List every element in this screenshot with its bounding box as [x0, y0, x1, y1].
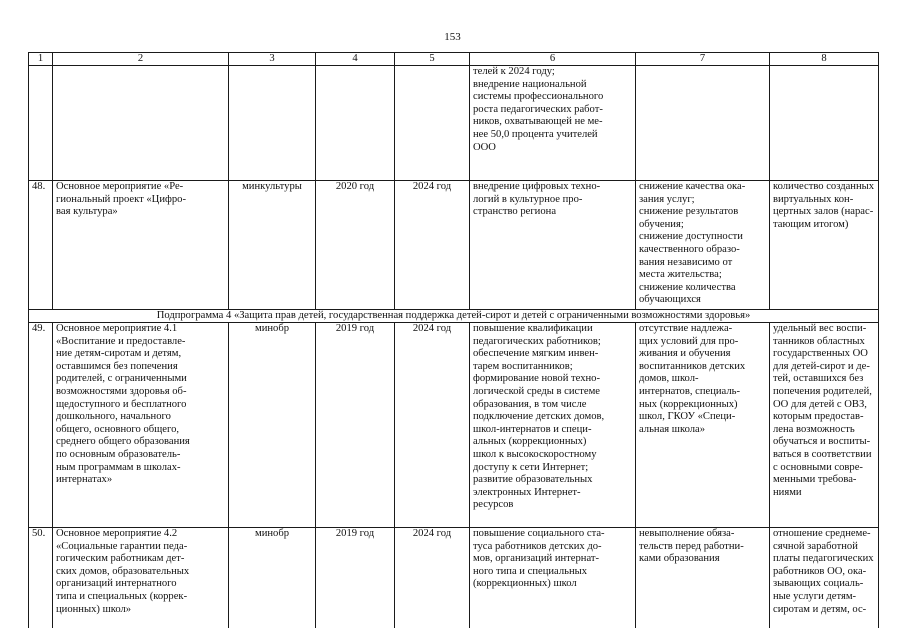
cell-line: зывающих социаль- — [773, 578, 864, 590]
cell-line: формирование новой техно- — [473, 373, 601, 385]
cell-line: ных (коррекционных) — [639, 398, 738, 410]
cell-line: вая культура» — [56, 206, 118, 218]
cell-line: логической среды в системе — [473, 385, 600, 397]
cell-line: обучающихся — [639, 294, 701, 306]
cell-line: тей, оставшихся без — [773, 373, 864, 385]
cell-line: педагогических работников; — [473, 335, 601, 347]
cell-line: нее 50,0 процента учителей — [473, 128, 598, 140]
cell-end: 2024 год — [395, 181, 470, 310]
header-col-6: 6 — [470, 53, 636, 66]
cell-line: логий в культурное про- — [473, 193, 583, 205]
table-row — [29, 528, 879, 639]
table-row — [29, 181, 879, 310]
program-table — [28, 52, 879, 639]
cell-line: организаций интернатного — [56, 578, 177, 590]
cell-end — [395, 66, 470, 181]
cell-line: обеспечение мягким инвен- — [473, 348, 599, 360]
cell-line: ниями — [773, 486, 802, 498]
cell-line: электронных Интернет- — [473, 486, 581, 498]
table-row-continuation — [29, 66, 879, 181]
cell-indicator — [770, 323, 879, 528]
cell-num: 48. — [29, 181, 53, 310]
header-col-7: 7 — [636, 53, 770, 66]
cell-line: ным программам в школах- — [56, 461, 181, 473]
cell-line: щих условий для про- — [639, 335, 739, 347]
cell-line: школ к высокоскоростному — [473, 448, 597, 460]
cell-line: «Социальные гарантии педа- — [56, 540, 188, 552]
cell-line: снижение качества ока- — [639, 181, 746, 192]
cell-line: работников ОО, ока- — [773, 565, 867, 577]
cell-line: обучения; — [639, 218, 684, 230]
cell-line: которым предостав- — [773, 411, 864, 423]
cell-line: с основными совре- — [773, 461, 863, 473]
header-col-4: 4 — [316, 53, 395, 66]
cell-executor: минобр — [229, 323, 316, 528]
cell-line: удельный вес воспи- — [773, 323, 867, 334]
subprogram-heading-row — [29, 310, 879, 323]
cell-line: телей к 2024 году; — [473, 66, 555, 77]
cell-line: дошкольного, начального — [56, 411, 171, 423]
header-col-2: 2 — [53, 53, 229, 66]
cell-line: интернатов, специаль- — [639, 385, 741, 397]
cell-line: снижение доступности — [639, 231, 743, 243]
cell-line: невыполнение обяза- — [639, 528, 735, 539]
cell-line: повышение квалификации — [473, 323, 593, 334]
cell-result — [470, 181, 636, 310]
cell-line: школ-интернатов и специ- — [473, 423, 592, 435]
cell-line: доступу к сети Интернет; — [473, 461, 589, 473]
cell-line: мов, организаций интернат- — [473, 553, 600, 565]
cell-name — [53, 181, 229, 310]
cell-line: среднего общего образования — [56, 436, 190, 448]
cell-line: туса работников детских до- — [473, 540, 602, 552]
cell-line: ционных) школ» — [56, 603, 132, 615]
header-row — [29, 53, 879, 66]
cell-line: виртуальных кон- — [773, 193, 854, 205]
cell-line: школ, ГКОУ «Специ- — [639, 411, 736, 423]
header-col-3: 3 — [229, 53, 316, 66]
cell-line: снижение количества — [639, 281, 736, 293]
cell-line: попечения родителей, — [773, 385, 872, 397]
cell-line: домов, школ- — [639, 373, 699, 385]
cell-line: странство региона — [473, 206, 557, 218]
cell-start: 2019 год — [316, 528, 395, 639]
cell-line: живания и обучения — [639, 348, 731, 360]
cell-line: повышение социального ста- — [473, 528, 605, 539]
cell-line: внедрение цифровых техно- — [473, 181, 601, 192]
cell-start: 2019 год — [316, 323, 395, 528]
cell-line: ОО для детей с ОВЗ, — [773, 398, 867, 410]
cell-line: внедрение национальной — [473, 78, 587, 90]
cell-num — [29, 66, 53, 181]
cell-line: Основное мероприятие «Ре- — [56, 181, 184, 192]
cell-line: ских домов, образовательных — [56, 565, 190, 577]
cell-num: 49. — [29, 323, 53, 528]
cell-result — [470, 66, 636, 181]
cell-line: государственных ОО — [773, 348, 868, 360]
cell-line: альная школа» — [639, 423, 706, 435]
cell-line: ного типа и специальных — [473, 565, 588, 577]
cell-consequences — [636, 528, 770, 639]
cell-executor: минобр — [229, 528, 316, 639]
cell-consequences — [636, 66, 770, 181]
cell-line: по основным образователь- — [56, 448, 181, 460]
cell-line: щедоступного и бесплатного — [56, 398, 187, 410]
cell-line: родителей, с ограниченными — [56, 373, 187, 385]
cell-line: отсутствие надлежа- — [639, 323, 733, 334]
cell-line: ные услуги детям- — [773, 590, 857, 602]
cell-line: Основное мероприятие 4.1 — [56, 323, 178, 334]
cell-line: сячной заработной — [773, 540, 858, 552]
cell-indicator — [770, 528, 879, 639]
cell-line: воспитанников детских — [639, 360, 746, 372]
cell-line: танников областных — [773, 335, 865, 347]
cell-consequences — [636, 323, 770, 528]
cell-line: ресурсов — [473, 499, 514, 511]
cell-name — [53, 323, 229, 528]
header-col-5: 5 — [395, 53, 470, 66]
cell-line: интернатах» — [56, 474, 113, 486]
header-col-1: 1 — [29, 53, 53, 66]
cell-consequences — [636, 181, 770, 310]
cell-line: развитие образовательных — [473, 474, 593, 486]
cell-line: Основное мероприятие 4.2 — [56, 528, 178, 539]
cell-indicator — [770, 66, 879, 181]
cell-name — [53, 528, 229, 639]
cell-line: ками образования — [639, 553, 720, 565]
table-row — [29, 323, 879, 528]
cell-line: качественного образо- — [639, 243, 740, 255]
cell-line: сиротам и детям, ос- — [773, 603, 867, 615]
cell-line: типа и специальных (коррек- — [56, 590, 188, 602]
cell-line: лена возможность — [773, 423, 855, 435]
cell-line: тарем воспитанников; — [473, 360, 573, 372]
cell-line: роста педагогических работ- — [473, 103, 603, 115]
cell-line: системы профессионального — [473, 91, 604, 103]
cell-line: менными требова- — [773, 474, 857, 486]
cell-line: отношение среднеме- — [773, 528, 871, 539]
cell-line: ние детям-сиротам и детям, — [56, 348, 182, 360]
cell-line: места жительства; — [639, 269, 722, 281]
cell-line: ваться в соответствии — [773, 448, 872, 460]
cell-result — [470, 528, 636, 639]
cell-line: оставшимся без попечения — [56, 360, 178, 372]
cell-line: образования, в том числе — [473, 398, 587, 410]
cell-start — [316, 66, 395, 181]
cell-line: тающим итогом) — [773, 218, 849, 230]
cell-start: 2020 год — [316, 181, 395, 310]
cell-line: возможностями здоровья об- — [56, 385, 187, 397]
cell-line: (коррекционных) школ — [473, 578, 577, 590]
cell-line: общего, основного общего, — [56, 423, 180, 435]
cell-line: для детей-сирот и де- — [773, 360, 870, 372]
cell-line: обучаться и воспиты- — [773, 436, 871, 448]
cell-line: снижение результатов — [639, 206, 739, 218]
cell-num: 50. — [29, 528, 53, 639]
cell-line: зания услуг; — [639, 193, 695, 205]
cell-line: цертных залов (нарас- — [773, 206, 874, 218]
cell-line: тельств перед работни- — [639, 540, 744, 552]
cell-name — [53, 66, 229, 181]
cell-executor: минкультуры — [229, 181, 316, 310]
cell-indicator — [770, 181, 879, 310]
cell-executor — [229, 66, 316, 181]
header-col-8: 8 — [770, 53, 879, 66]
cell-line: ников, охватывающей не ме- — [473, 116, 603, 128]
cell-line: количество созданных — [773, 181, 875, 192]
page-number: 153 — [444, 31, 461, 43]
cell-line: подключение детских домов, — [473, 411, 605, 423]
cell-result — [470, 323, 636, 528]
subprogram-heading: Подпрограмма 4 «Защита прав детей, государственная поддержка детей-сирот и детей с ограниченными возможностями здоровья» — [29, 310, 879, 323]
cell-end: 2024 год — [395, 528, 470, 639]
cell-end: 2024 год — [395, 323, 470, 528]
page-bottom-edge — [0, 628, 905, 640]
cell-line: гогическим работникам дет- — [56, 553, 185, 565]
cell-line: вания независимо от — [639, 256, 733, 268]
cell-line: альных (коррекционных) — [473, 436, 587, 448]
cell-line: платы педагогических — [773, 553, 874, 565]
cell-line: ООО — [473, 141, 496, 153]
cell-line: гиональный проект «Цифро- — [56, 193, 186, 205]
cell-line: «Воспитание и предоставле- — [56, 335, 186, 347]
